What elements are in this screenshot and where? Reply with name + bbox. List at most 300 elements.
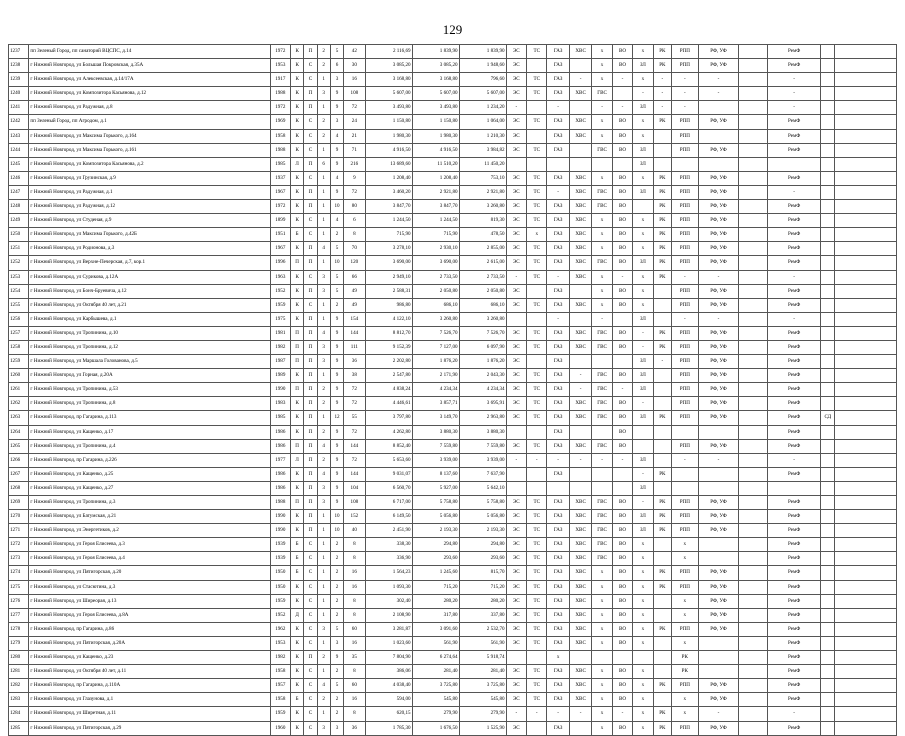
table-cell: 10 — [330, 510, 343, 524]
table-cell: 1284 — [9, 707, 29, 721]
table-cell — [592, 481, 612, 495]
table-cell — [835, 580, 897, 594]
table-cell: РПП — [672, 622, 699, 636]
table-cell — [821, 298, 835, 312]
table-cell — [835, 665, 897, 679]
table-cell: ХВС — [569, 129, 591, 143]
table-cell: РемФ — [768, 524, 821, 538]
table-cell: К — [291, 312, 304, 326]
table-cell: 1981 — [270, 326, 290, 340]
table-cell: - — [768, 270, 821, 284]
table-cell — [739, 679, 768, 693]
table-cell: 1985 — [270, 411, 290, 425]
table-row — [9, 157, 897, 171]
table-cell: ВО — [612, 496, 632, 510]
housing-register-table — [8, 44, 897, 736]
table-cell — [821, 185, 835, 199]
table-cell: 120 — [344, 256, 365, 270]
table-cell — [821, 214, 835, 228]
table-cell: ХВС — [569, 679, 591, 693]
table-cell: РФ, УФ — [698, 242, 739, 256]
table-cell: 3 695,91 — [459, 397, 506, 411]
table-cell: - — [672, 87, 699, 101]
table-cell: С — [304, 171, 317, 185]
table-cell: х — [633, 665, 653, 679]
table-cell — [835, 369, 897, 383]
table-cell — [506, 481, 526, 495]
table-cell — [739, 566, 768, 580]
table-cell: 1 — [317, 185, 330, 199]
table-cell: - — [527, 707, 547, 721]
table-cell — [739, 467, 768, 481]
table-cell: ХВС — [569, 185, 591, 199]
table-cell: РемФ — [768, 326, 821, 340]
table-cell: РФ, УФ — [698, 284, 739, 298]
table-cell: 715,90 — [412, 228, 459, 242]
table-cell: х — [592, 594, 612, 608]
table-cell: 294,80 — [412, 538, 459, 552]
table-cell: П — [291, 355, 304, 369]
table-cell: ВО — [612, 256, 632, 270]
table-cell: 1274 — [9, 566, 29, 580]
table-cell: ХВС — [569, 693, 591, 707]
table-cell: 2 — [330, 228, 343, 242]
table-cell: ВО — [612, 369, 632, 383]
table-cell: 1267 — [9, 467, 29, 481]
table-cell: П — [291, 326, 304, 340]
table-cell: - — [527, 453, 547, 467]
table-cell: 2 — [330, 566, 343, 580]
table-cell: РК — [653, 510, 671, 524]
table-cell: - — [653, 355, 671, 369]
table-cell: г Нижний Новгород, ул Бонч-Бруевича, д.12 — [29, 284, 270, 298]
table-cell: ЭС — [506, 87, 526, 101]
table-cell — [506, 312, 526, 326]
table-cell — [835, 622, 897, 636]
table-cell: РемФ — [768, 397, 821, 411]
table-cell: 12 — [330, 411, 343, 425]
table-cell — [821, 665, 835, 679]
table-cell: С — [304, 636, 317, 650]
table-cell: г Нижний Новгород, ул Сурикова, д.12А — [29, 270, 270, 284]
table-cell: 3 493,80 — [412, 101, 459, 115]
table-cell: ВО — [612, 129, 632, 143]
table-cell: С — [304, 679, 317, 693]
table-cell: 1276 — [9, 594, 29, 608]
table-cell: ХВС — [569, 228, 591, 242]
table-cell: 7 559,80 — [459, 439, 506, 453]
table-cell: ЭС — [506, 594, 526, 608]
table-cell: РФ, УФ — [698, 397, 739, 411]
table-cell: ЗЛ — [633, 383, 653, 397]
table-cell: ЗЛ — [633, 101, 653, 115]
table-cell: ХВС — [569, 87, 591, 101]
table-cell: ГАЗ — [547, 256, 569, 270]
table-cell: х — [527, 228, 547, 242]
table-cell — [821, 622, 835, 636]
table-cell: РемФ — [768, 298, 821, 312]
table-cell: 1280 — [9, 651, 29, 665]
table-cell: ТС — [527, 73, 547, 87]
table-cell: 1278 — [9, 622, 29, 636]
table-cell: 72 — [344, 453, 365, 467]
table-cell: С — [304, 566, 317, 580]
table-cell: ГВС — [592, 510, 612, 524]
table-cell: г Нижний Новгород, ул Ширеорая, д.13 — [29, 594, 270, 608]
table-row — [9, 439, 897, 453]
table-cell: 2 — [330, 298, 343, 312]
table-cell: 3 — [317, 87, 330, 101]
table-cell: - — [653, 101, 671, 115]
table-cell — [821, 566, 835, 580]
table-cell: 1957 — [270, 679, 290, 693]
table-cell: 3 — [317, 284, 330, 298]
table-cell: 71 — [344, 143, 365, 157]
table-row — [9, 129, 897, 143]
table-cell: 7 804,90 — [365, 651, 412, 665]
table-cell: х — [592, 665, 612, 679]
table-cell: 1268 — [9, 481, 29, 495]
table-cell: РПП — [672, 411, 699, 425]
table-cell — [739, 439, 768, 453]
table-cell — [739, 552, 768, 566]
table-cell: ВО — [612, 59, 632, 73]
table-cell: ГАЗ — [547, 369, 569, 383]
table-cell: 1265 — [9, 439, 29, 453]
table-cell — [739, 425, 768, 439]
table-cell: ТС — [527, 496, 547, 510]
table-cell: 72 — [344, 101, 365, 115]
table-cell: 1 150,80 — [365, 115, 412, 129]
table-cell: 5 056,80 — [412, 510, 459, 524]
table-cell: 3 939,00 — [459, 453, 506, 467]
table-cell: 9 152,39 — [365, 340, 412, 354]
table-cell: РК — [653, 622, 671, 636]
table-cell: 6 149,50 — [365, 510, 412, 524]
table-cell: 4 262,80 — [365, 425, 412, 439]
table-cell: 1 — [317, 510, 330, 524]
table-cell: 5 642,10 — [459, 481, 506, 495]
table-cell: ЭС — [506, 214, 526, 228]
table-cell: ТС — [527, 45, 547, 59]
table-cell: - — [506, 707, 526, 721]
table-cell: 1 564,23 — [365, 566, 412, 580]
table-cell: 1990 — [270, 524, 290, 538]
table-cell: 24 — [344, 115, 365, 129]
table-row — [9, 538, 897, 552]
table-cell: 1 — [317, 312, 330, 326]
table-cell: 9 — [330, 312, 343, 326]
table-cell — [835, 721, 897, 735]
table-cell — [506, 467, 526, 481]
table-cell: 2 202,80 — [365, 355, 412, 369]
table-cell: х — [633, 707, 653, 721]
table-cell: РемФ — [768, 439, 821, 453]
table-cell: ЗЛ — [633, 157, 653, 171]
table-cell: ГАЗ — [547, 242, 569, 256]
table-cell — [821, 340, 835, 354]
table-cell: П — [291, 383, 304, 397]
table-cell: ГАЗ — [547, 115, 569, 129]
table-cell: Б — [291, 566, 304, 580]
table-cell: 144 — [344, 439, 365, 453]
table-cell: 1 — [317, 369, 330, 383]
table-cell — [739, 369, 768, 383]
table-cell: х — [672, 608, 699, 622]
table-cell: 1985 — [270, 157, 290, 171]
table-row — [9, 580, 897, 594]
table-cell: П — [304, 312, 317, 326]
table-cell: 1247 — [9, 185, 29, 199]
table-cell: г Нижний Новгород, ул Энергетиков, д.2 — [29, 524, 270, 538]
table-cell: К — [291, 651, 304, 665]
table-cell — [653, 453, 671, 467]
table-row — [9, 171, 897, 185]
table-cell: 1 — [317, 411, 330, 425]
table-cell: К — [291, 622, 304, 636]
table-cell: РПП — [672, 115, 699, 129]
table-cell: 1271 — [9, 524, 29, 538]
table-cell: 1264 — [9, 425, 29, 439]
table-cell — [821, 115, 835, 129]
table-cell — [739, 707, 768, 721]
table-cell: 1960 — [270, 721, 290, 735]
table-cell: РПП — [672, 566, 699, 580]
table-cell: 80 — [344, 200, 365, 214]
table-cell — [698, 467, 739, 481]
table-cell: РПП — [672, 355, 699, 369]
table-cell: 1242 — [9, 115, 29, 129]
table-cell: 796,60 — [459, 73, 506, 87]
table-cell: г Нижний Новгород, ул Героя Елисеева, д.8А — [29, 608, 270, 622]
table-cell: 386,06 — [365, 665, 412, 679]
table-cell: 2 — [330, 608, 343, 622]
table-cell: 2 733,50 — [412, 270, 459, 284]
table-cell: К — [291, 411, 304, 425]
table-cell: РПП — [672, 326, 699, 340]
table-cell: С — [304, 552, 317, 566]
table-cell: РемФ — [768, 608, 821, 622]
table-cell — [592, 157, 612, 171]
table-cell: 108 — [344, 87, 365, 101]
table-cell: 1950 — [270, 580, 290, 594]
table-cell: П — [291, 256, 304, 270]
table-cell: 2 963,80 — [459, 411, 506, 425]
table-cell: 4 — [317, 467, 330, 481]
table-cell: х — [633, 115, 653, 129]
table-cell: 8 — [344, 552, 365, 566]
table-cell: 4 916,50 — [365, 143, 412, 157]
table-cell: ВО — [612, 538, 632, 552]
table-cell: 8 — [344, 538, 365, 552]
table-cell: ЭС — [506, 369, 526, 383]
table-cell: 715,20 — [459, 580, 506, 594]
table-cell: 4 838,24 — [365, 383, 412, 397]
table-cell: 5 — [330, 284, 343, 298]
table-cell: 152 — [344, 510, 365, 524]
table-cell — [592, 467, 612, 481]
table-cell: Б — [291, 228, 304, 242]
table-cell: ЭС — [506, 510, 526, 524]
table-cell: РемФ — [768, 552, 821, 566]
table-cell: ГАЗ — [547, 636, 569, 650]
table-cell: РК — [653, 214, 671, 228]
table-cell: ВО — [612, 594, 632, 608]
table-cell: РК — [653, 580, 671, 594]
table-cell: К — [291, 298, 304, 312]
table-cell: РК — [653, 411, 671, 425]
table-cell: 986,80 — [365, 298, 412, 312]
table-row — [9, 115, 897, 129]
table-body — [9, 45, 897, 736]
table-cell: РК — [653, 326, 671, 340]
table-cell: - — [612, 453, 632, 467]
table-cell: 338,30 — [365, 538, 412, 552]
table-cell: 3 085,20 — [365, 59, 412, 73]
table-cell — [821, 707, 835, 721]
table-cell: 3 690,00 — [412, 256, 459, 270]
table-cell: РК — [653, 679, 671, 693]
table-cell: ВО — [612, 228, 632, 242]
table-cell: ХВС — [569, 552, 591, 566]
table-cell — [768, 481, 821, 495]
table-cell: - — [768, 707, 821, 721]
table-cell: г Нижний Новгород, ул Кащенко, д.23 — [29, 651, 270, 665]
table-row — [9, 721, 897, 735]
table-row — [9, 693, 897, 707]
table-row — [9, 270, 897, 284]
table-cell — [739, 185, 768, 199]
table-cell — [739, 312, 768, 326]
table-cell: ВО — [612, 214, 632, 228]
table-cell: х — [633, 552, 653, 566]
table-cell: 1975 — [270, 312, 290, 326]
table-cell: ТС — [527, 552, 547, 566]
table-cell — [527, 284, 547, 298]
table-cell: г Нижний Новгород, ул Октября 40 лет, д.11 — [29, 665, 270, 679]
table-cell: - — [612, 270, 632, 284]
table-cell: ЭС — [506, 284, 526, 298]
table-cell: 1270 — [9, 510, 29, 524]
table-cell — [821, 467, 835, 481]
table-cell: РФ, УФ — [698, 298, 739, 312]
table-cell: П — [304, 467, 317, 481]
table-cell: 3 — [317, 721, 330, 735]
table-cell: П — [304, 200, 317, 214]
table-cell: ХВС — [569, 340, 591, 354]
table-cell — [835, 608, 897, 622]
table-cell — [739, 59, 768, 73]
table-cell: 40 — [344, 524, 365, 538]
table-cell: РПП — [672, 284, 699, 298]
table-cell: 5 — [330, 270, 343, 284]
table-cell: П — [304, 453, 317, 467]
table-cell: ЭС — [506, 524, 526, 538]
table-cell: 2 532,70 — [459, 622, 506, 636]
table-cell: - — [612, 101, 632, 115]
table-cell — [835, 200, 897, 214]
table-cell: 2 116,69 — [365, 45, 412, 59]
table-cell: 1260 — [9, 369, 29, 383]
table-cell: 4 — [317, 439, 330, 453]
table-cell: 1982 — [270, 340, 290, 354]
table-cell: 72 — [344, 425, 365, 439]
table-cell — [739, 383, 768, 397]
table-cell: Л — [291, 453, 304, 467]
table-cell — [739, 397, 768, 411]
table-row — [9, 411, 897, 425]
table-cell — [739, 298, 768, 312]
table-cell: 8 812,70 — [365, 326, 412, 340]
table-cell: х — [633, 608, 653, 622]
table-cell: ГВС — [592, 200, 612, 214]
table-cell: РФ, УФ — [698, 608, 739, 622]
table-cell: 1 — [317, 538, 330, 552]
table-cell: - — [612, 707, 632, 721]
table-cell — [835, 270, 897, 284]
table-cell — [821, 651, 835, 665]
table-cell: ХВС — [569, 665, 591, 679]
table-cell: 1281 — [9, 665, 29, 679]
table-cell: 3 847,70 — [412, 200, 459, 214]
table-cell: РФ, УФ — [698, 200, 739, 214]
table-cell: К — [291, 101, 304, 115]
table-cell — [739, 326, 768, 340]
table-cell — [821, 87, 835, 101]
table-cell: ХВС — [569, 510, 591, 524]
table-row — [9, 566, 897, 580]
table-cell — [612, 355, 632, 369]
table-cell: х — [592, 679, 612, 693]
table-cell: С — [304, 298, 317, 312]
table-cell: 1958 — [270, 693, 290, 707]
table-cell: 1 — [317, 608, 330, 622]
table-cell: ГАЗ — [547, 171, 569, 185]
table-cell: 1 244,50 — [412, 214, 459, 228]
table-row — [9, 200, 897, 214]
table-cell: РПП — [672, 721, 699, 735]
table-cell: 815,70 — [459, 566, 506, 580]
table-cell — [835, 214, 897, 228]
table-cell: 1 525,90 — [459, 721, 506, 735]
table-cell: 4 122,10 — [365, 312, 412, 326]
table-cell: ВО — [612, 425, 632, 439]
table-cell: 2 108,90 — [365, 608, 412, 622]
table-cell — [821, 510, 835, 524]
table-cell: 2 — [330, 693, 343, 707]
table-cell — [506, 651, 526, 665]
table-cell: 686,10 — [412, 298, 459, 312]
table-cell: ЭС — [506, 228, 526, 242]
table-cell: г Нижний Новгород, пр Гагарина, д.86 — [29, 622, 270, 636]
table-cell: ВО — [612, 143, 632, 157]
table-cell — [835, 679, 897, 693]
table-cell — [633, 425, 653, 439]
table-cell: ЭС — [506, 665, 526, 679]
table-cell: ГАЗ — [547, 383, 569, 397]
table-cell: 1 208,40 — [365, 171, 412, 185]
table-cell: 2 547,80 — [365, 369, 412, 383]
table-row — [9, 242, 897, 256]
table-cell: П — [291, 439, 304, 453]
table-cell: - — [547, 185, 569, 199]
table-cell: 2 — [317, 425, 330, 439]
table-cell: 1986 — [270, 439, 290, 453]
table-cell: 2 — [330, 552, 343, 566]
table-cell: ГВС — [592, 185, 612, 199]
table-cell: С — [304, 228, 317, 242]
table-cell: 9 — [330, 453, 343, 467]
